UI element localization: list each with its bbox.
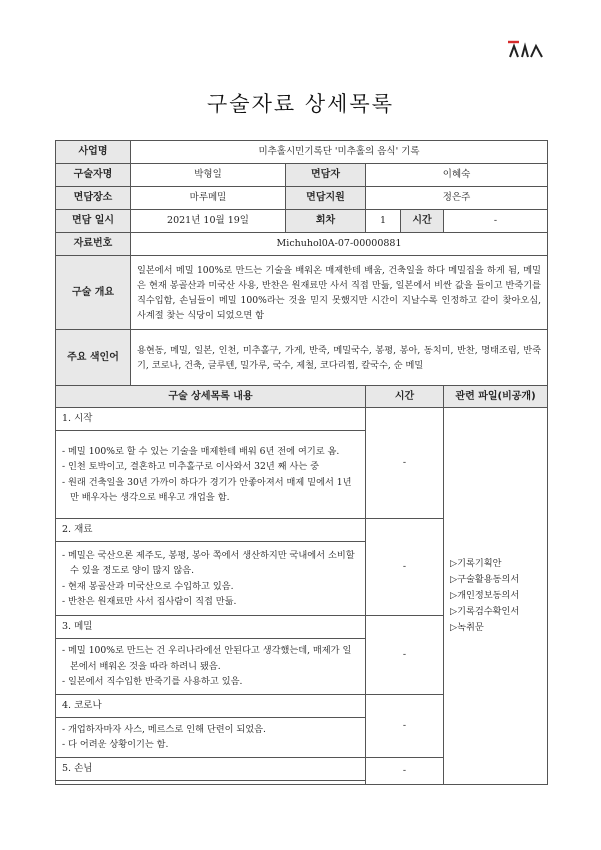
file-item: ▷녹취문 <box>450 621 484 633</box>
time-header: 시간 <box>366 386 444 408</box>
project-value: 미추홀시민기록단 '미추홀의 음식' 기록 <box>131 141 548 164</box>
file-item: ▷구술활용동의서 <box>450 573 520 585</box>
bullet-item: - 원래 건축일을 30년 가까이 하다가 경기가 안좋아져서 매제 밑에서 1년만 배우자는 생각으로 배우고 개업을 함. <box>62 476 352 503</box>
label-time: 시간 <box>401 210 444 233</box>
supporter-value: 정은주 <box>366 187 548 210</box>
label-narrator: 구술자명 <box>56 164 131 187</box>
section-bullets <box>56 717 366 757</box>
section-bullets <box>56 780 366 784</box>
label-keywords: 주요 색인어 <box>56 330 131 386</box>
label-date: 면담 일시 <box>56 210 131 233</box>
bullet-item: - 개업하자마자 사스, 메르스로 인해 단련이 되었음. <box>62 723 266 735</box>
label-data-no: 자료번호 <box>56 233 131 256</box>
section-time: - <box>366 519 444 616</box>
section-title: 5. 손님 <box>56 757 366 780</box>
interviewer-value: 이혜숙 <box>366 164 548 187</box>
section-title: 3. 메밀 <box>56 616 366 639</box>
label-place: 면담장소 <box>56 187 131 210</box>
label-interviewer: 면담자 <box>286 164 366 187</box>
file-item: ▷개인정보동의서 <box>450 589 520 601</box>
narrator-value: 박형일 <box>131 164 286 187</box>
date-value: 2021년 10월 19일 <box>131 210 286 233</box>
section-time: - <box>366 408 444 519</box>
data-no-value: Michuhol0A-07-00000881 <box>131 233 548 256</box>
section-title: 4. 코로나 <box>56 694 366 717</box>
section-time: - <box>366 694 444 757</box>
bullet-item: - 현재 봉골산과 미국산으로 수입하고 있음. <box>62 580 234 592</box>
section-bullets <box>56 639 366 695</box>
bullet-item: - 인천 토박이고, 결혼하고 미추홀구로 이사와서 32년 째 사는 중 <box>62 461 320 472</box>
place-value: 마루메밀 <box>131 187 286 210</box>
related-files <box>444 408 548 785</box>
bullet-item: - 일본에서 직수입한 반죽기를 사용하고 있음. <box>62 676 243 687</box>
label-session: 회차 <box>286 210 366 233</box>
section-time: - <box>366 757 444 784</box>
page-title: 구술자료 상세목록 <box>207 92 394 116</box>
session-value: 1 <box>366 210 401 233</box>
label-supporter: 면담지원 <box>286 187 366 210</box>
section-time: - <box>366 616 444 695</box>
bullet-item: - 메밀 100%로 만드는 건 우리나라에선 안된다고 생각했는데, 매제가 일본에서 배워온 것을 따라 하려니 됐음. <box>62 645 352 672</box>
time-value: - <box>444 210 548 233</box>
section-title: 1. 시작 <box>56 408 366 431</box>
keywords-value: 용현동, 메밀, 일본, 인천, 미추홀구, 가게, 반죽, 메밀국수, 봉평, 봉아, 동치미, 반찬, 명태조림, 반죽기, 코로나, 건축, 글루텐, 밀가루, 국수, 제철, 코다리찜, 칼국수, 순 메밀 <box>131 330 548 386</box>
section-bullets <box>56 542 366 616</box>
label-project: 사업명 <box>56 141 131 164</box>
file-item: ▷기록검수확인서 <box>450 605 520 617</box>
label-summary: 구술 개요 <box>56 256 131 330</box>
summary-value: 일본에서 메밀 100%로 만드는 기술을 배워온 매제한테 배움, 건축일을 하다 메밀집을 하게 됨, 메밀은 현재 봉골산과 미국산 사용, 반찬은 원재료만 사서 직접 만듦, 일본에서 비싼 값을 들이고 반죽기를 직수입함, 손님들이 메밀 100%라는 것을 믿지 못했지만 시간이 지날수록 인정하고 같이 찾아오심, 사계절 찾는 식당이 되었으면 함 <box>131 256 548 330</box>
archive-logo <box>505 40 545 58</box>
bullet-item: - 반찬은 원재료만 사서 집사람이 직접 만듦. <box>62 596 237 607</box>
section-bullets <box>56 431 366 519</box>
content-header: 구술 상세목록 내용 <box>56 386 366 408</box>
file-item: ▷기록기획안 <box>450 557 502 569</box>
section-title: 2. 재료 <box>56 519 366 542</box>
bullet-item: - 다 어려운 상황이기는 함. <box>62 739 169 750</box>
bullet-item: - 메밀은 국산으론 제주도, 봉평, 봉아 쪽에서 생산하지만 국내에서 소비할 수 있을 정도로 양이 많지 않음. <box>62 549 355 576</box>
detail-table <box>55 140 548 785</box>
bullet-item: - 메밀 100%로 할 수 있는 기술을 매제한테 배워 6년 전에 여기로 옴. <box>62 445 340 457</box>
files-header: 관련 파일(비공개) <box>444 386 548 408</box>
